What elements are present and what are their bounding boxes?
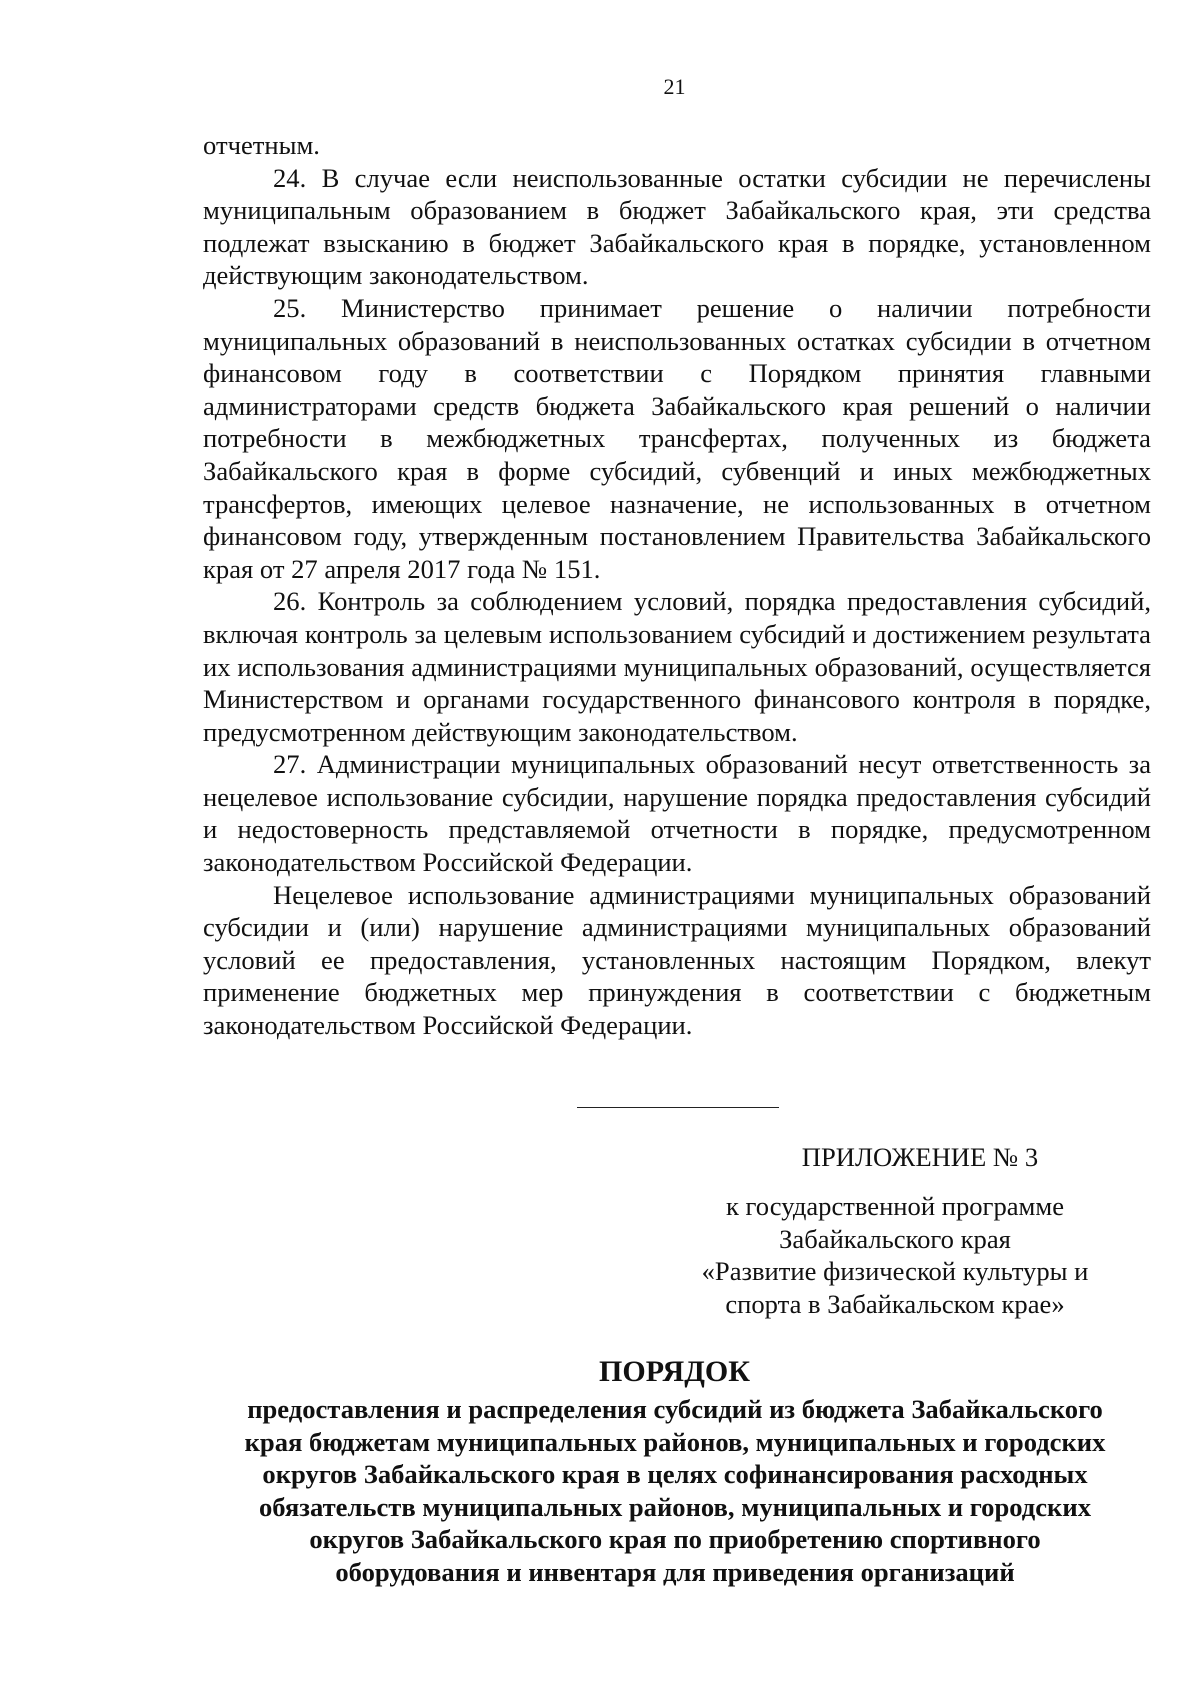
body-text: [203, 129, 1151, 1042]
subtitle-line: округов Забайкальского края по приобретению спортивного: [309, 1524, 1041, 1555]
appendix-title: ПРИЛОЖЕНИЕ № 3: [801, 1142, 1039, 1172]
subtitle-line: предоставления и распределения субсидий из бюджета Забайкальского: [247, 1394, 1103, 1424]
appendix-reference: [660, 1190, 1130, 1320]
subtitle-line: обязательств муниципальных районов, муниципальных и городских: [258, 1491, 1091, 1522]
subtitle-line: округов Забайкальского края в целях софинансирования расходных: [262, 1459, 1088, 1490]
appendix-line: спорта в Забайкальском крае»: [725, 1288, 1065, 1319]
paragraph: 25. Министерство принимает решение о наличии потребности муниципальных образований в неиспользованных остатках субсидии в отчетном финансовом году в соответствии с Порядком принятия главными администраторами средств бюджета Забайкальского края решений о наличии потребности в межбюджетных трансфертах, полученных из бюджета Забайкальского края в форме субсидий, субвенций и иных межбюджетных трансфертов, имеющих целевое назначение, не использованных в отчетном финансовом году, утвержденным постановлением Правительства Забайкальского края от 27 апреля 2017 года № 151.: [203, 292, 1151, 584]
paragraph: Нецелевое использование администрациями муниципальных образований субсидии и (или) нарушение администрациями муниципальных образований условий ее предоставления, установленных настоящим Порядком, влекут применение бюджетных мер принуждения в соответствии с бюджетным законодательством Российской Федерации.: [203, 879, 1151, 1041]
document-title: ПОРЯДОК: [599, 1355, 750, 1388]
paragraph: 24. В случае если неиспользованные остатки субсидии не перечислены муниципальным образованием в бюджет Забайкальского края, эти средства подлежат взысканию в бюджет Забайкальского края в порядке, установленном действующим законодательством.: [203, 162, 1151, 291]
appendix-line: «Развитие физической культуры и: [701, 1256, 1089, 1287]
appendix-line: к государственной программе: [725, 1191, 1065, 1221]
document-subtitle: [150, 1393, 1200, 1589]
paragraph: 26. Контроль за соблюдением условий, порядка предоставления субсидий, включая контроль за целевым использованием субсидий и достижением результата их использования администрациями муниципальных образований, осуществляется Министерством и органами государственного финансового контроля в порядке, предусмотренном действующим законодательством.: [203, 586, 1151, 747]
subtitle-line: оборудования и инвентаря для приведения организаций: [335, 1556, 1015, 1587]
page-number: 21: [663, 74, 686, 99]
section-divider: [577, 1107, 779, 1108]
paragraph: отчетным.: [203, 130, 320, 160]
subtitle-line: края бюджетам муниципальных районов, муниципальных и городских: [244, 1426, 1106, 1457]
appendix-line: Забайкальского края: [779, 1223, 1011, 1254]
paragraph: 27. Администрации муниципальных образований несут ответственность за нецелевое использование субсидии, нарушение порядка предоставления субсидий и недостоверность представляемой отчетности в порядке, предусмотренном законодательством Российской Федерации.: [203, 749, 1151, 878]
